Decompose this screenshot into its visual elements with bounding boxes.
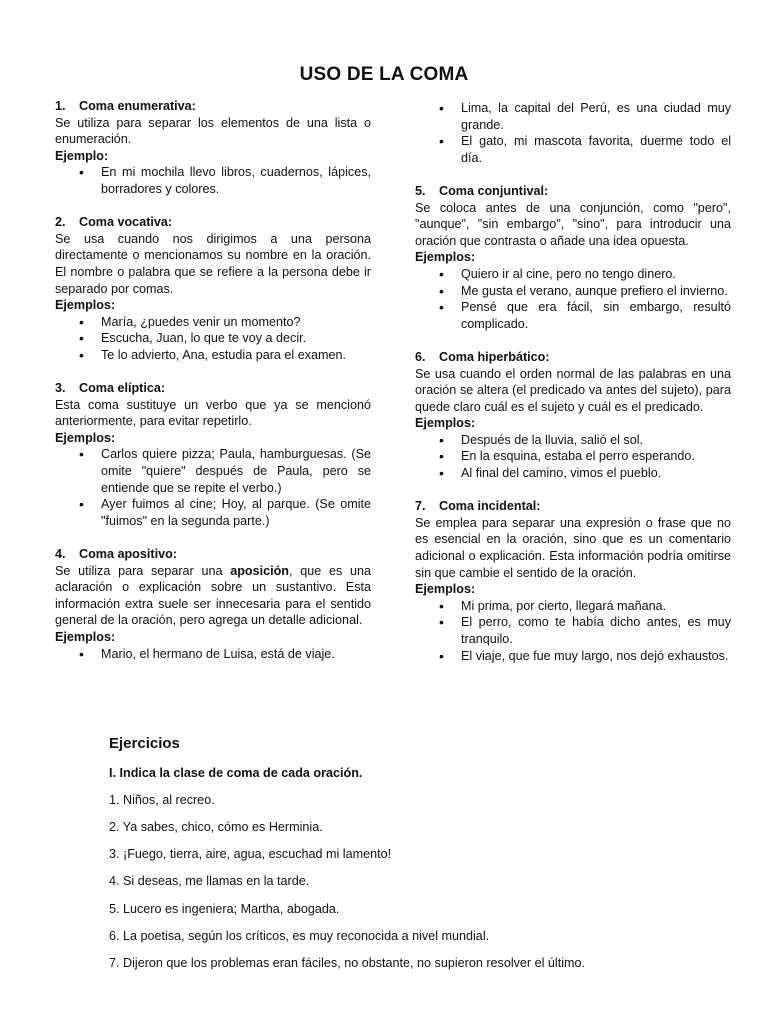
exercise-item: 1. Niños, al recreo. xyxy=(109,792,215,807)
example-item: • El perro, como te había dicho antes, es muy tranquilo. xyxy=(461,614,731,647)
section-title: Coma elíptica: xyxy=(79,381,166,396)
section-title: Coma enumerativa: xyxy=(79,99,196,113)
section-title: Coma hiperbático: xyxy=(439,349,550,364)
exercise-item: 5. Lucero es ingeniera; Martha, abogada. xyxy=(109,901,340,916)
example-item: • Mi prima, por cierto, llegará mañana. xyxy=(461,598,731,615)
body-text-part: , que es una aclaración o explicación sobre un sustantivo. Esta información extra suele ser innecesaria para el sentido general de la oración, pero agrega un detalle adicional. xyxy=(55,563,371,628)
example-item: • Pensé que era fácil, sin embargo, resultó complicado. xyxy=(461,299,731,332)
examples-list xyxy=(415,598,731,664)
example-item: • El gato, mi mascota favorita, duerme todo el día. xyxy=(461,133,731,166)
exercise-item: 2. Ya sabes, chico, cómo es Herminia. xyxy=(109,819,323,834)
right-column xyxy=(415,100,731,681)
section-number: 3. xyxy=(55,381,66,396)
examples-list xyxy=(415,432,731,482)
section-conjuntival xyxy=(415,183,731,332)
section-number: 1. xyxy=(55,99,66,113)
exercises-title: Ejercicios xyxy=(109,735,180,752)
example-item: • Al final del camino, vimos el pueblo. xyxy=(461,465,731,482)
examples-list-continued xyxy=(415,100,731,166)
section-heading xyxy=(55,380,371,397)
section-body: Se emplea para separar una expresión o frase que no es esencial en la oración, sino que es un comentario adicional o explicación. Esta información podría omitirse sin que cambie el sentido de la oración. xyxy=(415,515,731,580)
left-column xyxy=(55,98,371,679)
section-number: 6. xyxy=(415,349,426,364)
section-heading xyxy=(415,183,731,200)
section-hiperbatico xyxy=(415,349,731,482)
section-number: 7. xyxy=(415,499,426,514)
examples-label: Ejemplos: xyxy=(415,250,476,265)
section-vocativa xyxy=(55,214,371,363)
example-item: • Me gusta el verano, aunque prefiero el invierno. xyxy=(461,283,731,300)
section-body: Se usa cuando nos dirigimos a una persona directamente o mencionamos su nombre en la oración. El nombre o palabra que se refiere a la persona debe ir separado por comas. xyxy=(55,231,371,296)
example-item: • María, ¿puedes venir un momento? xyxy=(101,314,371,331)
section-heading xyxy=(55,98,371,115)
section-incidental xyxy=(415,498,731,664)
examples-label: Ejemplos: xyxy=(55,630,116,644)
example-item: • Lima, la capital del Perú, es una ciudad muy grande. xyxy=(461,100,731,133)
section-heading xyxy=(415,498,731,515)
examples-list xyxy=(415,266,731,332)
section-title: Coma apositivo: xyxy=(79,547,177,562)
examples-list xyxy=(55,446,371,529)
bold-term: aposición xyxy=(230,563,289,578)
examples-label: Ejemplo: xyxy=(55,148,109,163)
section-title: Coma vocativa: xyxy=(79,215,173,230)
exercise-item: 7. Dijeron que los problemas eran fáciles, no obstante, no supieron resolver el último. xyxy=(109,956,586,971)
example-item: • Después de la lluvia, salió el sol. xyxy=(461,432,731,449)
section-title: Coma conjuntival: xyxy=(439,183,549,198)
example-item: • Quiero ir al cine, pero no tengo dinero. xyxy=(461,266,731,283)
exercises-section xyxy=(109,733,729,983)
section-number: 2. xyxy=(55,215,66,230)
section-apositivo xyxy=(55,546,371,662)
examples-list xyxy=(55,314,371,364)
example-item: • Escucha, Juan, lo que te voy a decir. xyxy=(101,330,371,347)
section-body: Esta coma sustituye un verbo que ya se mencionó anteriormente, para evitar repetirlo. xyxy=(55,397,371,429)
exercise-item: 6. La poetisa, según los críticos, es muy reconocida a nivel mundial. xyxy=(109,929,490,943)
section-number: 5. xyxy=(415,183,426,198)
page-title: USO DE LA COMA xyxy=(299,64,469,85)
examples-label: Ejemplos: xyxy=(55,430,116,445)
exercise-item: 3. ¡Fuego, tierra, aire, agua, escuchad mi lamento! xyxy=(109,847,392,862)
examples-label: Ejemplos: xyxy=(415,582,476,597)
example-item: • En mi mochila llevo libros, cuadernos, lápices, borradores y colores. xyxy=(101,164,371,197)
section-eliptica xyxy=(55,380,371,529)
examples-label: Ejemplos: xyxy=(415,416,476,431)
section-title: Coma incidental: xyxy=(439,499,541,514)
example-item: • Carlos quiere pizza; Paula, hamburguesas. (Se omite "quiere" después de Paula, pero se entiende que se repite el verbo.) xyxy=(101,446,371,496)
exercises-instruction: I. Indica la clase de coma de cada oración. xyxy=(109,766,363,780)
example-item: • En la esquina, estaba el perro esperando. xyxy=(461,448,731,465)
example-item: • Mario, el hermano de Luisa, está de viaje. xyxy=(101,646,371,663)
section-body: Se coloca antes de una conjunción, como "pero", "aunque", "sin embargo", "sino", para introducir una oración que contrasta o añade una idea opuesta. xyxy=(415,200,731,248)
examples-label: Ejemplos: xyxy=(55,298,116,313)
section-heading xyxy=(55,214,371,231)
example-item: • Ayer fuimos al cine; Hoy, al parque. (Se omite "fuimos" en la segunda parte.) xyxy=(101,496,371,529)
exercise-item: 4. Si deseas, me llamas en la tarde. xyxy=(109,874,310,889)
example-item: • Te lo advierto, Ana, estudia para el examen. xyxy=(101,347,371,364)
section-enumerativa xyxy=(55,98,371,198)
section-body xyxy=(55,563,371,629)
example-item: • El viaje, que fue muy largo, nos dejó exhaustos. xyxy=(461,648,731,665)
section-body: Se utiliza para separar los elementos de una lista o enumeración. xyxy=(55,115,371,147)
examples-list xyxy=(55,646,371,663)
examples-list xyxy=(55,164,371,197)
body-text-part: Se utiliza para separar una xyxy=(55,563,231,578)
section-body: Se usa cuando el orden normal de las palabras en una oración se altera (el predicado va antes del sujeto), para quede claro cuál es el sujeto y cuál es el predicado. xyxy=(415,366,731,414)
section-heading xyxy=(55,546,371,563)
section-heading xyxy=(415,349,731,366)
section-number: 4. xyxy=(55,547,66,562)
